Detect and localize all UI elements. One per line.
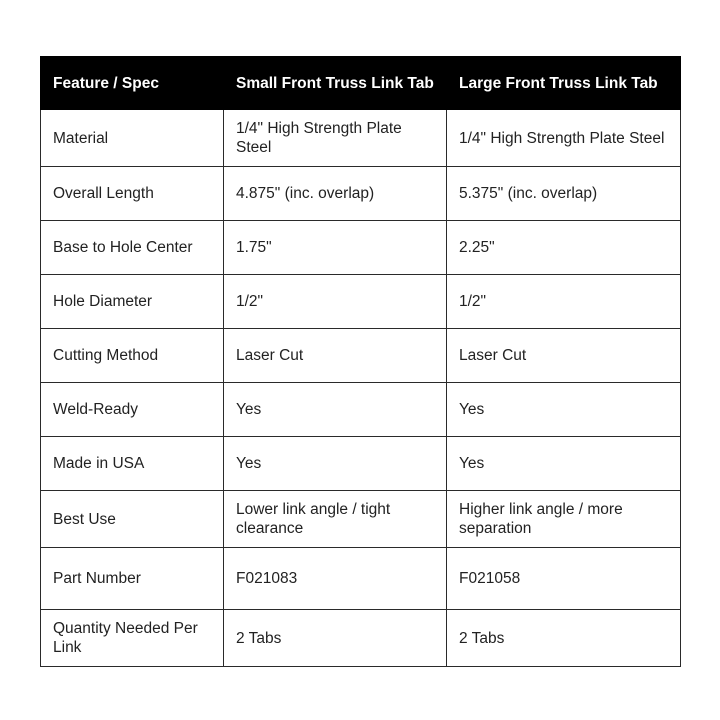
cell-small-tab: Yes <box>224 437 447 491</box>
cell-feature: Cutting Method <box>41 329 224 383</box>
cell-large-tab: 5.375" (inc. overlap) <box>447 167 681 221</box>
header-feature-spec: Feature / Spec <box>41 57 224 110</box>
cell-feature: Overall Length <box>41 167 224 221</box>
cell-feature: Hole Diameter <box>41 275 224 329</box>
cell-large-tab: 1/2" <box>447 275 681 329</box>
cell-large-tab: Higher link angle / more separation <box>447 491 681 548</box>
cell-large-tab: 1/4" High Strength Plate Steel <box>447 110 681 167</box>
cell-feature: Base to Hole Center <box>41 221 224 275</box>
cell-large-tab: Laser Cut <box>447 329 681 383</box>
cell-small-tab: 2 Tabs <box>224 610 447 667</box>
cell-small-tab: 1.75" <box>224 221 447 275</box>
cell-small-tab: 4.875" (inc. overlap) <box>224 167 447 221</box>
cell-large-tab: 2.25" <box>447 221 681 275</box>
table-row <box>41 437 681 491</box>
table-row <box>41 610 681 667</box>
cell-small-tab: Yes <box>224 383 447 437</box>
cell-feature: Quantity Needed Per Link <box>41 610 224 667</box>
cell-large-tab: F021058 <box>447 548 681 610</box>
cell-feature: Made in USA <box>41 437 224 491</box>
table-row <box>41 110 681 167</box>
cell-feature: Part Number <box>41 548 224 610</box>
cell-large-tab: Yes <box>447 437 681 491</box>
cell-feature: Weld-Ready <box>41 383 224 437</box>
table-row <box>41 491 681 548</box>
table-row <box>41 221 681 275</box>
table-row <box>41 383 681 437</box>
table-body <box>41 110 681 667</box>
table-header <box>41 57 681 110</box>
cell-small-tab: Lower link angle / tight clearance <box>224 491 447 548</box>
table-row <box>41 275 681 329</box>
cell-large-tab: 2 Tabs <box>447 610 681 667</box>
header-small-tab: Small Front Truss Link Tab <box>224 57 447 110</box>
cell-small-tab: 1/4" High Strength Plate Steel <box>224 110 447 167</box>
header-large-tab: Large Front Truss Link Tab <box>447 57 681 110</box>
cell-feature: Best Use <box>41 491 224 548</box>
cell-small-tab: Laser Cut <box>224 329 447 383</box>
cell-small-tab: F021083 <box>224 548 447 610</box>
header-row <box>41 57 681 110</box>
table-row <box>41 167 681 221</box>
table-row <box>41 548 681 610</box>
spec-comparison-table <box>40 56 681 667</box>
cell-small-tab: 1/2" <box>224 275 447 329</box>
cell-large-tab: Yes <box>447 383 681 437</box>
table-row <box>41 329 681 383</box>
cell-feature: Material <box>41 110 224 167</box>
